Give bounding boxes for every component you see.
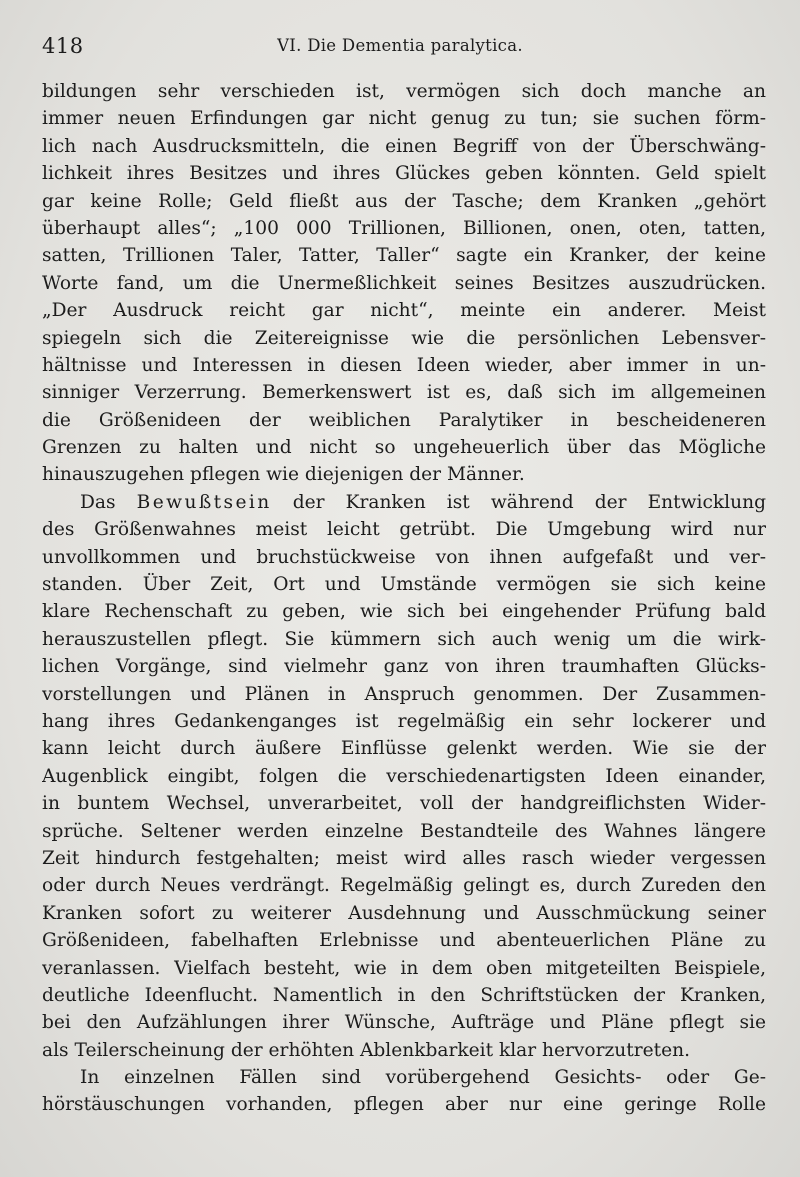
text-line: hältnisse und Interessen in diesen Ideen wieder, aber immer in un-	[42, 354, 766, 376]
text-line: hang ihres Gedankenganges ist regelmäßig ein sehr lockerer und	[42, 710, 766, 732]
text-line: immer neuen Erfindungen gar nicht genug zu tun; sie suchen förm-	[42, 108, 766, 130]
running-title: VI. Die Dementia paralytica.	[277, 36, 523, 55]
text-line: herauszustellen pflegt. Sie kümmern sich auch wenig um die wirk-	[42, 628, 766, 650]
text-line: hörstäuschungen vorhanden, pflegen aber nur eine geringe Rolle	[42, 1094, 766, 1116]
body-text	[42, 78, 766, 1119]
text-line: sprüche. Seltener werden einzelne Bestandteile des Wahnes längere	[42, 820, 766, 842]
text-line: standen. Über Zeit, Ort und Umstände vermögen sie sich keine	[42, 574, 766, 596]
text-line: bei den Aufzählungen ihrer Wünsche, Aufträge und Pläne pflegt sie	[42, 1012, 766, 1034]
text-line: als Teilerscheinung der erhöhten Ablenkbarkeit klar hervorzutreten.	[42, 1039, 691, 1061]
text-line: hinauszugehen pflegen wie diejenigen der Männer.	[42, 464, 525, 486]
text-line: Grenzen zu halten und nicht so ungeheuerlich über das Mögliche	[42, 437, 766, 459]
text-line: vorstellungen und Plänen in Anspruch genommen. Der Zusammen-	[42, 683, 766, 705]
text-line: Größenideen, fabelhaften Erlebnisse und abenteuerlichen Pläne zu	[42, 930, 766, 952]
text-line: klare Rechenschaft zu geben, wie sich bei eingehender Prüfung bald	[42, 601, 766, 623]
text-line: Zeit hindurch festgehalten; meist wird alles rasch wieder vergessen	[42, 847, 766, 869]
text-line: lichkeit ihres Besitzes und ihres Glückes geben könnten. Geld spielt	[42, 163, 766, 185]
text-line: unvollkommen und bruchstückweise von ihnen aufgefaßt und ver-	[42, 546, 766, 568]
text-line: veranlassen. Vielfach besteht, wie in dem oben mitgeteilten Beispiele,	[42, 957, 766, 979]
spaced-term: Bewußtsein	[136, 491, 272, 513]
text-line: spiegeln sich die Zeitereignisse wie die persönlichen Lebensver-	[42, 327, 766, 349]
text-line: überhaupt alles“; „100 000 Trillionen, Billionen, onen, oten, tatten,	[42, 217, 766, 239]
paragraph-lead-word: Das	[80, 491, 116, 513]
paragraph-opening-line	[42, 489, 766, 516]
text-line: in buntem Wechsel, unverarbeitet, voll der handgreiflichsten Wider-	[42, 793, 766, 815]
text-line: lichen Vorgänge, sind vielmehr ganz von ihren traumhaften Glücks-	[42, 656, 766, 678]
text-line: gar keine Rolle; Geld fließt aus der Tasche; dem Kranken „gehört	[42, 190, 766, 212]
text-line: Kranken sofort zu weiterer Ausdehnung und Ausschmückung seiner	[42, 902, 766, 924]
text-line: „Der Ausdruck reicht gar nicht“, meinte ein anderer. Meist	[42, 300, 766, 322]
text-line: satten, Trillionen Taler, Tatter, Taller“ sagte ein Kranker, der keine	[42, 245, 766, 267]
text-line: die Größenideen der weiblichen Paralytiker in bescheideneren	[42, 409, 766, 431]
text-line: bildungen sehr verschieden ist, vermögen sich doch manche an	[42, 81, 766, 102]
text-line: Augenblick eingibt, folgen die verschiedenartigsten Ideen einander,	[42, 765, 766, 787]
text-line: kann leicht durch äußere Einflüsse gelenkt werden. Wie sie der	[42, 738, 766, 760]
text-line: Worte fand, um die Unermeßlichkeit seines Besitzes auszudrücken.	[42, 272, 766, 294]
page-number: 418	[42, 34, 84, 58]
text-line: sinniger Verzerrung. Bemerkenswert ist es, daß sich im allgemeinen	[42, 382, 766, 404]
text-line: lich nach Ausdrucksmitteln, die einen Begriff von der Überschwäng-	[42, 135, 766, 157]
text-line: des Größenwahnes meist leicht getrübt. Die Umgebung wird nur	[42, 519, 766, 541]
text-line-rest: der Kranken ist während der Entwicklung	[292, 491, 766, 513]
text-line: oder durch Neues verdrängt. Regelmäßig gelingt es, durch Zureden den	[42, 875, 766, 897]
text-line: In einzelnen Fällen sind vorübergehend Gesichts- oder Ge-	[80, 1067, 766, 1089]
text-line: deutliche Ideenflucht. Namentlich in den Schriftstücken der Kranken,	[42, 984, 766, 1006]
